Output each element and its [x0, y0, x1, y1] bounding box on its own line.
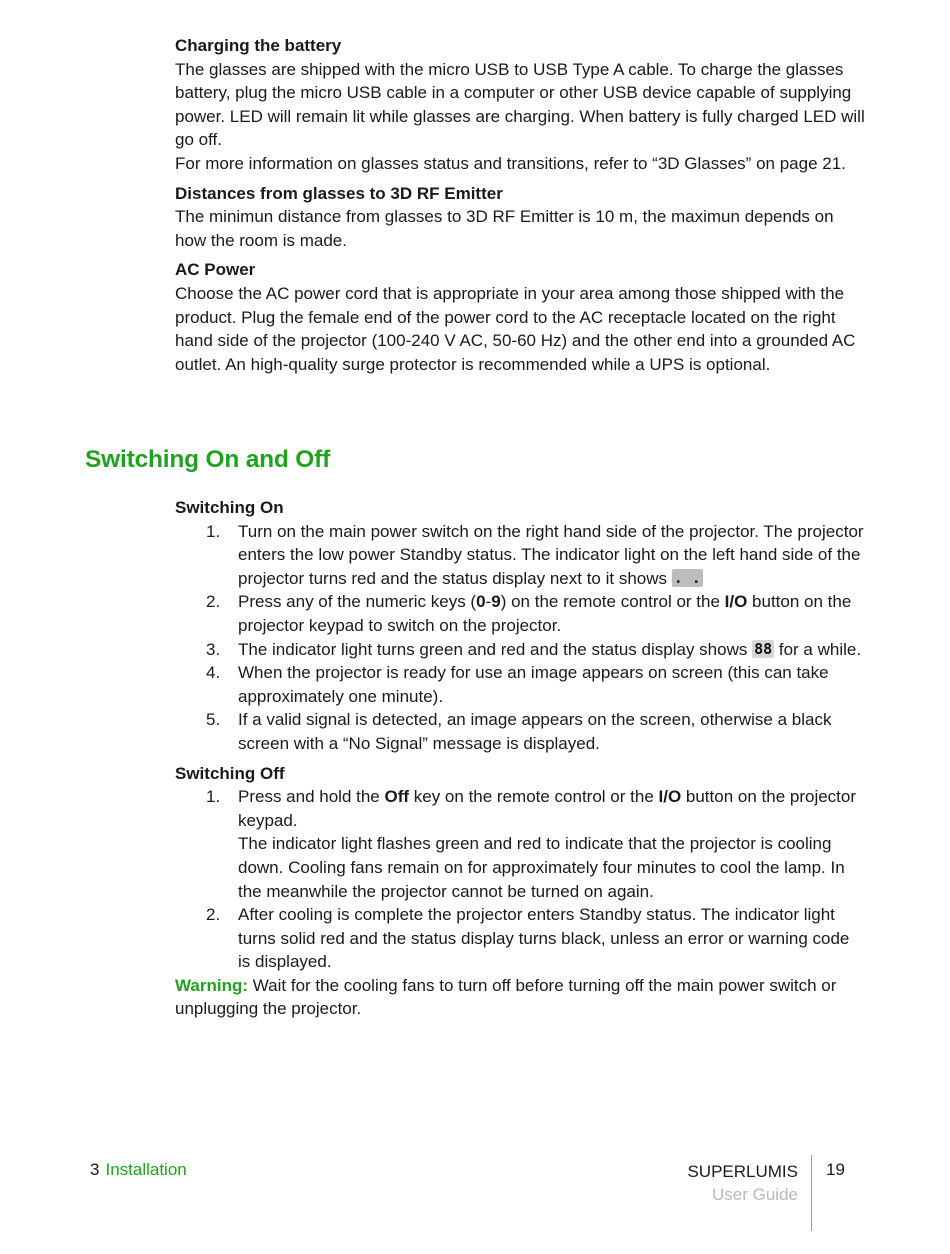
- heading-ac-power: AC Power: [175, 260, 256, 280]
- list-item: 2. After cooling is complete the projector enters Standby status. The indicator light turns solid red and the status display turns black, unless an error or warning code is displayed.: [206, 905, 850, 972]
- heading-switching-off: Switching Off: [175, 763, 285, 783]
- section-distances: [175, 182, 865, 253]
- footer-chapter: [90, 1160, 187, 1180]
- heading-charging: Charging the battery: [175, 36, 342, 55]
- switching-content: [175, 496, 865, 1021]
- warning-note: Warning: Wait for the cooling fans to turn off before turning off the main power switch or unplugging the projector.: [175, 975, 837, 1019]
- heading-distances: Distances from glasses to 3D RF Emitter: [175, 183, 503, 203]
- switching-on-steps: [175, 520, 865, 756]
- list-item: 2. Press any of the numeric keys (0-9) on the remote control or the I/O button on the projector keypad to switch on the projector.: [206, 592, 852, 635]
- section-ac-power: [175, 258, 865, 376]
- brand-name: SUPERLUMIS: [687, 1162, 798, 1181]
- footer-brand: [687, 1160, 798, 1206]
- section-title: Switching On and Off: [85, 446, 331, 473]
- list-item: 1. Turn on the main power switch on the right hand side of the projector. The projector enters the low power Standby status. The indicator light on the left hand side of the projector turns red and the status display next to it shows . .: [206, 521, 864, 588]
- list-item: 5. If a valid signal is detected, an image appears on the screen, otherwise a black screen with a “No Signal” message is displayed.: [206, 710, 832, 753]
- footer-divider: [811, 1155, 812, 1231]
- doc-name: User Guide: [712, 1185, 798, 1204]
- status-display-dots: . .: [673, 568, 701, 587]
- warning-label: Warning:: [175, 975, 249, 995]
- heading-switching-on: Switching On: [175, 498, 284, 517]
- section-charging: [175, 34, 865, 176]
- list-item: 3. The indicator light turns green and red and the status display shows 88 for a while.: [206, 639, 862, 659]
- list-item: 1. Press and hold the Off key on the remote control or the I/O button on the projector keypad. The indicator light flashes green and red to indicate that the projector is cooling down. Cooling fans remain on for approximately four minutes to cool the lamp. In the meanwhile the projector cannot be turned on again.: [206, 787, 857, 901]
- paragraph: The glasses are shipped with the micro USB to USB Type A cable. To charge the glasses battery, plug the micro USB cable in a computer or other USB device capable of supplying power. LED will remain lit while glasses are charging. When battery is fully charged LED will go off.: [175, 59, 865, 150]
- paragraph: For more information on glasses status and transitions, refer to “3D Glasses” on page 21.: [175, 153, 846, 173]
- status-display-88: 88: [754, 639, 773, 658]
- chapter-number: 3: [90, 1160, 100, 1179]
- page-number: 19: [826, 1160, 845, 1179]
- switching-off-steps: [175, 785, 865, 974]
- paragraph: The minimun distance from glasses to 3D RF Emitter is 10 m, the maximun depends on how the room is made.: [175, 207, 834, 250]
- list-item: 4. When the projector is ready for use an image appears on screen (this can take approximately one minute).: [206, 663, 829, 706]
- chapter-name: Installation: [105, 1160, 187, 1179]
- top-content: [175, 34, 865, 382]
- paragraph: Choose the AC power cord that is appropriate in your area among those shipped with the product. Plug the female end of the power cord to the AC receptacle located on the right hand side of the projector (100-240 V AC, 50-60 Hz) and the other end into a grounded AC outlet. An high-quality surge protector is recommended while a UPS is optional.: [175, 283, 856, 374]
